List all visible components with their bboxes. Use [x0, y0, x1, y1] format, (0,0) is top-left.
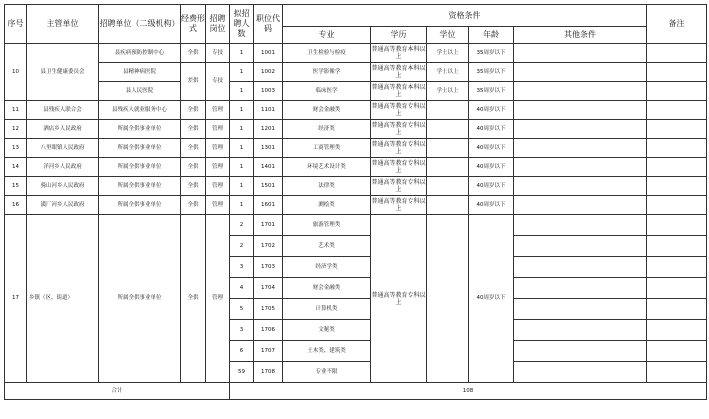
cell-age: 35周岁以下: [469, 82, 514, 101]
cell-other: [514, 236, 647, 257]
cell-remarks: [647, 320, 707, 341]
cell-remarks: [647, 44, 707, 63]
cell-authority: 潢厂河乡人民政府: [27, 196, 99, 215]
cell-other: [514, 215, 647, 236]
cell-degree: [427, 139, 469, 158]
cell-unit: 所属全供事业单位: [99, 120, 181, 139]
cell-count: 2: [230, 236, 254, 257]
recruitment-table: [4, 4, 707, 400]
cell-education: 普通高等教育专科以上: [371, 120, 427, 139]
cell-code: 1401: [254, 158, 283, 177]
cell-other: [514, 278, 647, 299]
total-value: 108: [230, 383, 707, 400]
table-row: [5, 63, 707, 82]
cell-major: 工商管理类: [283, 139, 371, 158]
cell-degree: 学士以上: [427, 63, 469, 82]
cell-major: 艺术类: [283, 236, 371, 257]
cell-position: 管理: [206, 158, 230, 177]
header-qualifications: 资格条件: [283, 5, 647, 27]
cell-code: 1101: [254, 101, 283, 120]
header-code: 职位代码: [254, 5, 283, 44]
cell-other: [514, 320, 647, 341]
cell-other: [514, 341, 647, 362]
cell-funding: 全供: [181, 215, 206, 383]
cell-remarks: [647, 362, 707, 383]
header-position: 招聘岗位: [206, 5, 230, 44]
cell-position: 管理: [206, 177, 230, 196]
cell-code: 1707: [254, 341, 283, 362]
cell-count: 59: [230, 362, 254, 383]
cell-remarks: [647, 139, 707, 158]
cell-other: [514, 257, 647, 278]
cell-other: [514, 299, 647, 320]
cell-remarks: [647, 63, 707, 82]
cell-major: 环境艺术设计类: [283, 158, 371, 177]
cell-other: [514, 63, 647, 82]
header-authority: 主管单位: [27, 5, 99, 44]
cell-count: 3: [230, 257, 254, 278]
cell-major: 法律类: [283, 177, 371, 196]
cell-code: 1702: [254, 236, 283, 257]
cell-education: 普通高等教育专科以上: [371, 215, 427, 383]
cell-age: 40周岁以下: [469, 158, 514, 177]
cell-code: 1201: [254, 120, 283, 139]
cell-degree: [427, 196, 469, 215]
cell-degree: 学士以上: [427, 44, 469, 63]
cell-education: 普通高等教育本科以上: [371, 63, 427, 82]
cell-funding: 差供: [181, 63, 206, 101]
cell-unit: 县精神病医院: [99, 63, 181, 82]
cell-major: 经济学类: [283, 257, 371, 278]
cell-authority: 洋河乡人民政府: [27, 158, 99, 177]
cell-degree: [427, 158, 469, 177]
cell-unit: 所属全供事业单位: [99, 177, 181, 196]
cell-unit: 县残疾人就业服务中心: [99, 101, 181, 120]
header-education: 学历: [371, 27, 427, 44]
cell-count: 1: [230, 44, 254, 63]
cell-funding: 全供: [181, 139, 206, 158]
cell-code: 1001: [254, 44, 283, 63]
cell-other: [514, 120, 647, 139]
cell-other: [514, 139, 647, 158]
header-unit: 招聘单位（二级机构）: [99, 5, 181, 44]
cell-count: 5: [230, 299, 254, 320]
cell-other: [514, 196, 647, 215]
cell-age: 40周岁以下: [469, 139, 514, 158]
cell-position: 管理: [206, 139, 230, 158]
cell-authority: 洒店乡人民政府: [27, 120, 99, 139]
cell-major: 财会金融类: [283, 101, 371, 120]
cell-count: 1: [230, 177, 254, 196]
cell-other: [514, 177, 647, 196]
cell-index: 10: [5, 44, 27, 101]
cell-count: 6: [230, 341, 254, 362]
cell-education: 普通高等教育本科以上: [371, 44, 427, 63]
cell-authority: 县残疾人联合会: [27, 101, 99, 120]
cell-code: 1002: [254, 63, 283, 82]
header-funding: 经费形式: [181, 5, 206, 44]
cell-remarks: [647, 177, 707, 196]
cell-remarks: [647, 120, 707, 139]
cell-funding: 全供: [181, 44, 206, 63]
header-index: 序号: [5, 5, 27, 44]
cell-funding: 全供: [181, 196, 206, 215]
cell-remarks: [647, 257, 707, 278]
cell-funding: 全供: [181, 120, 206, 139]
cell-code: 1706: [254, 320, 283, 341]
cell-code: 1003: [254, 82, 283, 101]
cell-major: 医学影像学: [283, 63, 371, 82]
table-row: [5, 139, 707, 158]
table-row: [5, 196, 707, 215]
cell-education: 普通高等教育专科以上: [371, 139, 427, 158]
cell-education: 普通高等教育本科以上: [371, 82, 427, 101]
cell-education: 普通高等教育专科以上: [371, 158, 427, 177]
cell-age: 35周岁以下: [469, 63, 514, 82]
table-row: [5, 82, 707, 101]
cell-unit: 县疾病预防控制中心: [99, 44, 181, 63]
header-degree: 学位: [427, 27, 469, 44]
cell-other: [514, 158, 647, 177]
cell-major: 测绘类: [283, 196, 371, 215]
cell-code: 1301: [254, 139, 283, 158]
cell-authority: 乡镇（区、街道）: [27, 215, 99, 383]
table-row: [5, 101, 707, 120]
cell-count: 1: [230, 196, 254, 215]
cell-age: 40周岁以下: [469, 177, 514, 196]
cell-remarks: [647, 82, 707, 101]
cell-remarks: [647, 196, 707, 215]
cell-count: 1: [230, 63, 254, 82]
cell-position: 管理: [206, 196, 230, 215]
cell-index: 11: [5, 101, 27, 120]
header-count: 拟招聘人数: [230, 5, 254, 44]
cell-major: 经济类: [283, 120, 371, 139]
cell-other: [514, 362, 647, 383]
cell-position: 专技: [206, 63, 230, 101]
table-row: [5, 158, 707, 177]
cell-age: 40周岁以下: [469, 196, 514, 215]
table-row: [5, 120, 707, 139]
cell-major: 土木类、建筑类: [283, 341, 371, 362]
cell-other: [514, 101, 647, 120]
cell-major: 财会金融类: [283, 278, 371, 299]
cell-degree: [427, 120, 469, 139]
cell-funding: 全供: [181, 101, 206, 120]
cell-index: 13: [5, 139, 27, 158]
cell-index: 17: [5, 215, 27, 383]
cell-major: 旅游管理类: [283, 215, 371, 236]
header-major: 专业: [283, 27, 371, 44]
cell-position: 管理: [206, 120, 230, 139]
header-other: 其他条件: [514, 27, 647, 44]
header-age: 年龄: [469, 27, 514, 44]
cell-funding: 全供: [181, 158, 206, 177]
cell-count: 3: [230, 320, 254, 341]
header-remarks: 备注: [647, 5, 707, 44]
cell-index: 16: [5, 196, 27, 215]
cell-remarks: [647, 236, 707, 257]
cell-remarks: [647, 299, 707, 320]
cell-education: 普通高等教育专科以上: [371, 177, 427, 196]
cell-degree: [427, 215, 469, 383]
cell-count: 4: [230, 278, 254, 299]
cell-authority: 县卫生健康委员会: [27, 44, 99, 101]
cell-education: 普通高等教育专科以上: [371, 196, 427, 215]
table-row: [5, 215, 707, 236]
cell-education: 普通高等教育专科以上: [371, 101, 427, 120]
cell-code: 1704: [254, 278, 283, 299]
cell-count: 1: [230, 158, 254, 177]
cell-index: 12: [5, 120, 27, 139]
cell-major: 专业不限: [283, 362, 371, 383]
table-row: [5, 44, 707, 63]
table-row: [5, 177, 707, 196]
cell-code: 1705: [254, 299, 283, 320]
cell-major: 临床医学: [283, 82, 371, 101]
cell-degree: [427, 177, 469, 196]
total-row: [5, 383, 707, 400]
cell-remarks: [647, 101, 707, 120]
cell-code: 1601: [254, 196, 283, 215]
cell-code: 1708: [254, 362, 283, 383]
cell-major: 卫生检验与检疫: [283, 44, 371, 63]
cell-remarks: [647, 341, 707, 362]
cell-unit: 县人民医院: [99, 82, 181, 101]
total-label: 合计: [5, 383, 230, 400]
cell-position: 管理: [206, 215, 230, 383]
cell-count: 1: [230, 139, 254, 158]
cell-funding: 全供: [181, 177, 206, 196]
cell-position: 管理: [206, 101, 230, 120]
cell-count: 1: [230, 120, 254, 139]
cell-unit: 所属全供事业单位: [99, 215, 181, 383]
cell-degree: [427, 101, 469, 120]
cell-index: 15: [5, 177, 27, 196]
cell-count: 2: [230, 215, 254, 236]
cell-major: 文秘类: [283, 320, 371, 341]
cell-authority: 骑山河乡人民政府: [27, 177, 99, 196]
cell-unit: 所属全供事业单位: [99, 139, 181, 158]
cell-remarks: [647, 215, 707, 236]
cell-major: 计算机类: [283, 299, 371, 320]
cell-count: 1: [230, 82, 254, 101]
cell-authority: 八里眼镇人民政府: [27, 139, 99, 158]
cell-other: [514, 44, 647, 63]
cell-count: 1: [230, 101, 254, 120]
cell-index: 14: [5, 158, 27, 177]
cell-position: 专技: [206, 44, 230, 63]
cell-unit: 所属全供事业单位: [99, 158, 181, 177]
cell-age: 35周岁以下: [469, 44, 514, 63]
cell-unit: 所属全供事业单位: [99, 196, 181, 215]
cell-remarks: [647, 158, 707, 177]
cell-degree: 学士以上: [427, 82, 469, 101]
cell-other: [514, 82, 647, 101]
cell-age: 40周岁以下: [469, 215, 514, 383]
cell-age: 40周岁以下: [469, 120, 514, 139]
cell-code: 1701: [254, 215, 283, 236]
cell-remarks: [647, 278, 707, 299]
cell-code: 1501: [254, 177, 283, 196]
cell-code: 1703: [254, 257, 283, 278]
cell-age: 40周岁以下: [469, 101, 514, 120]
